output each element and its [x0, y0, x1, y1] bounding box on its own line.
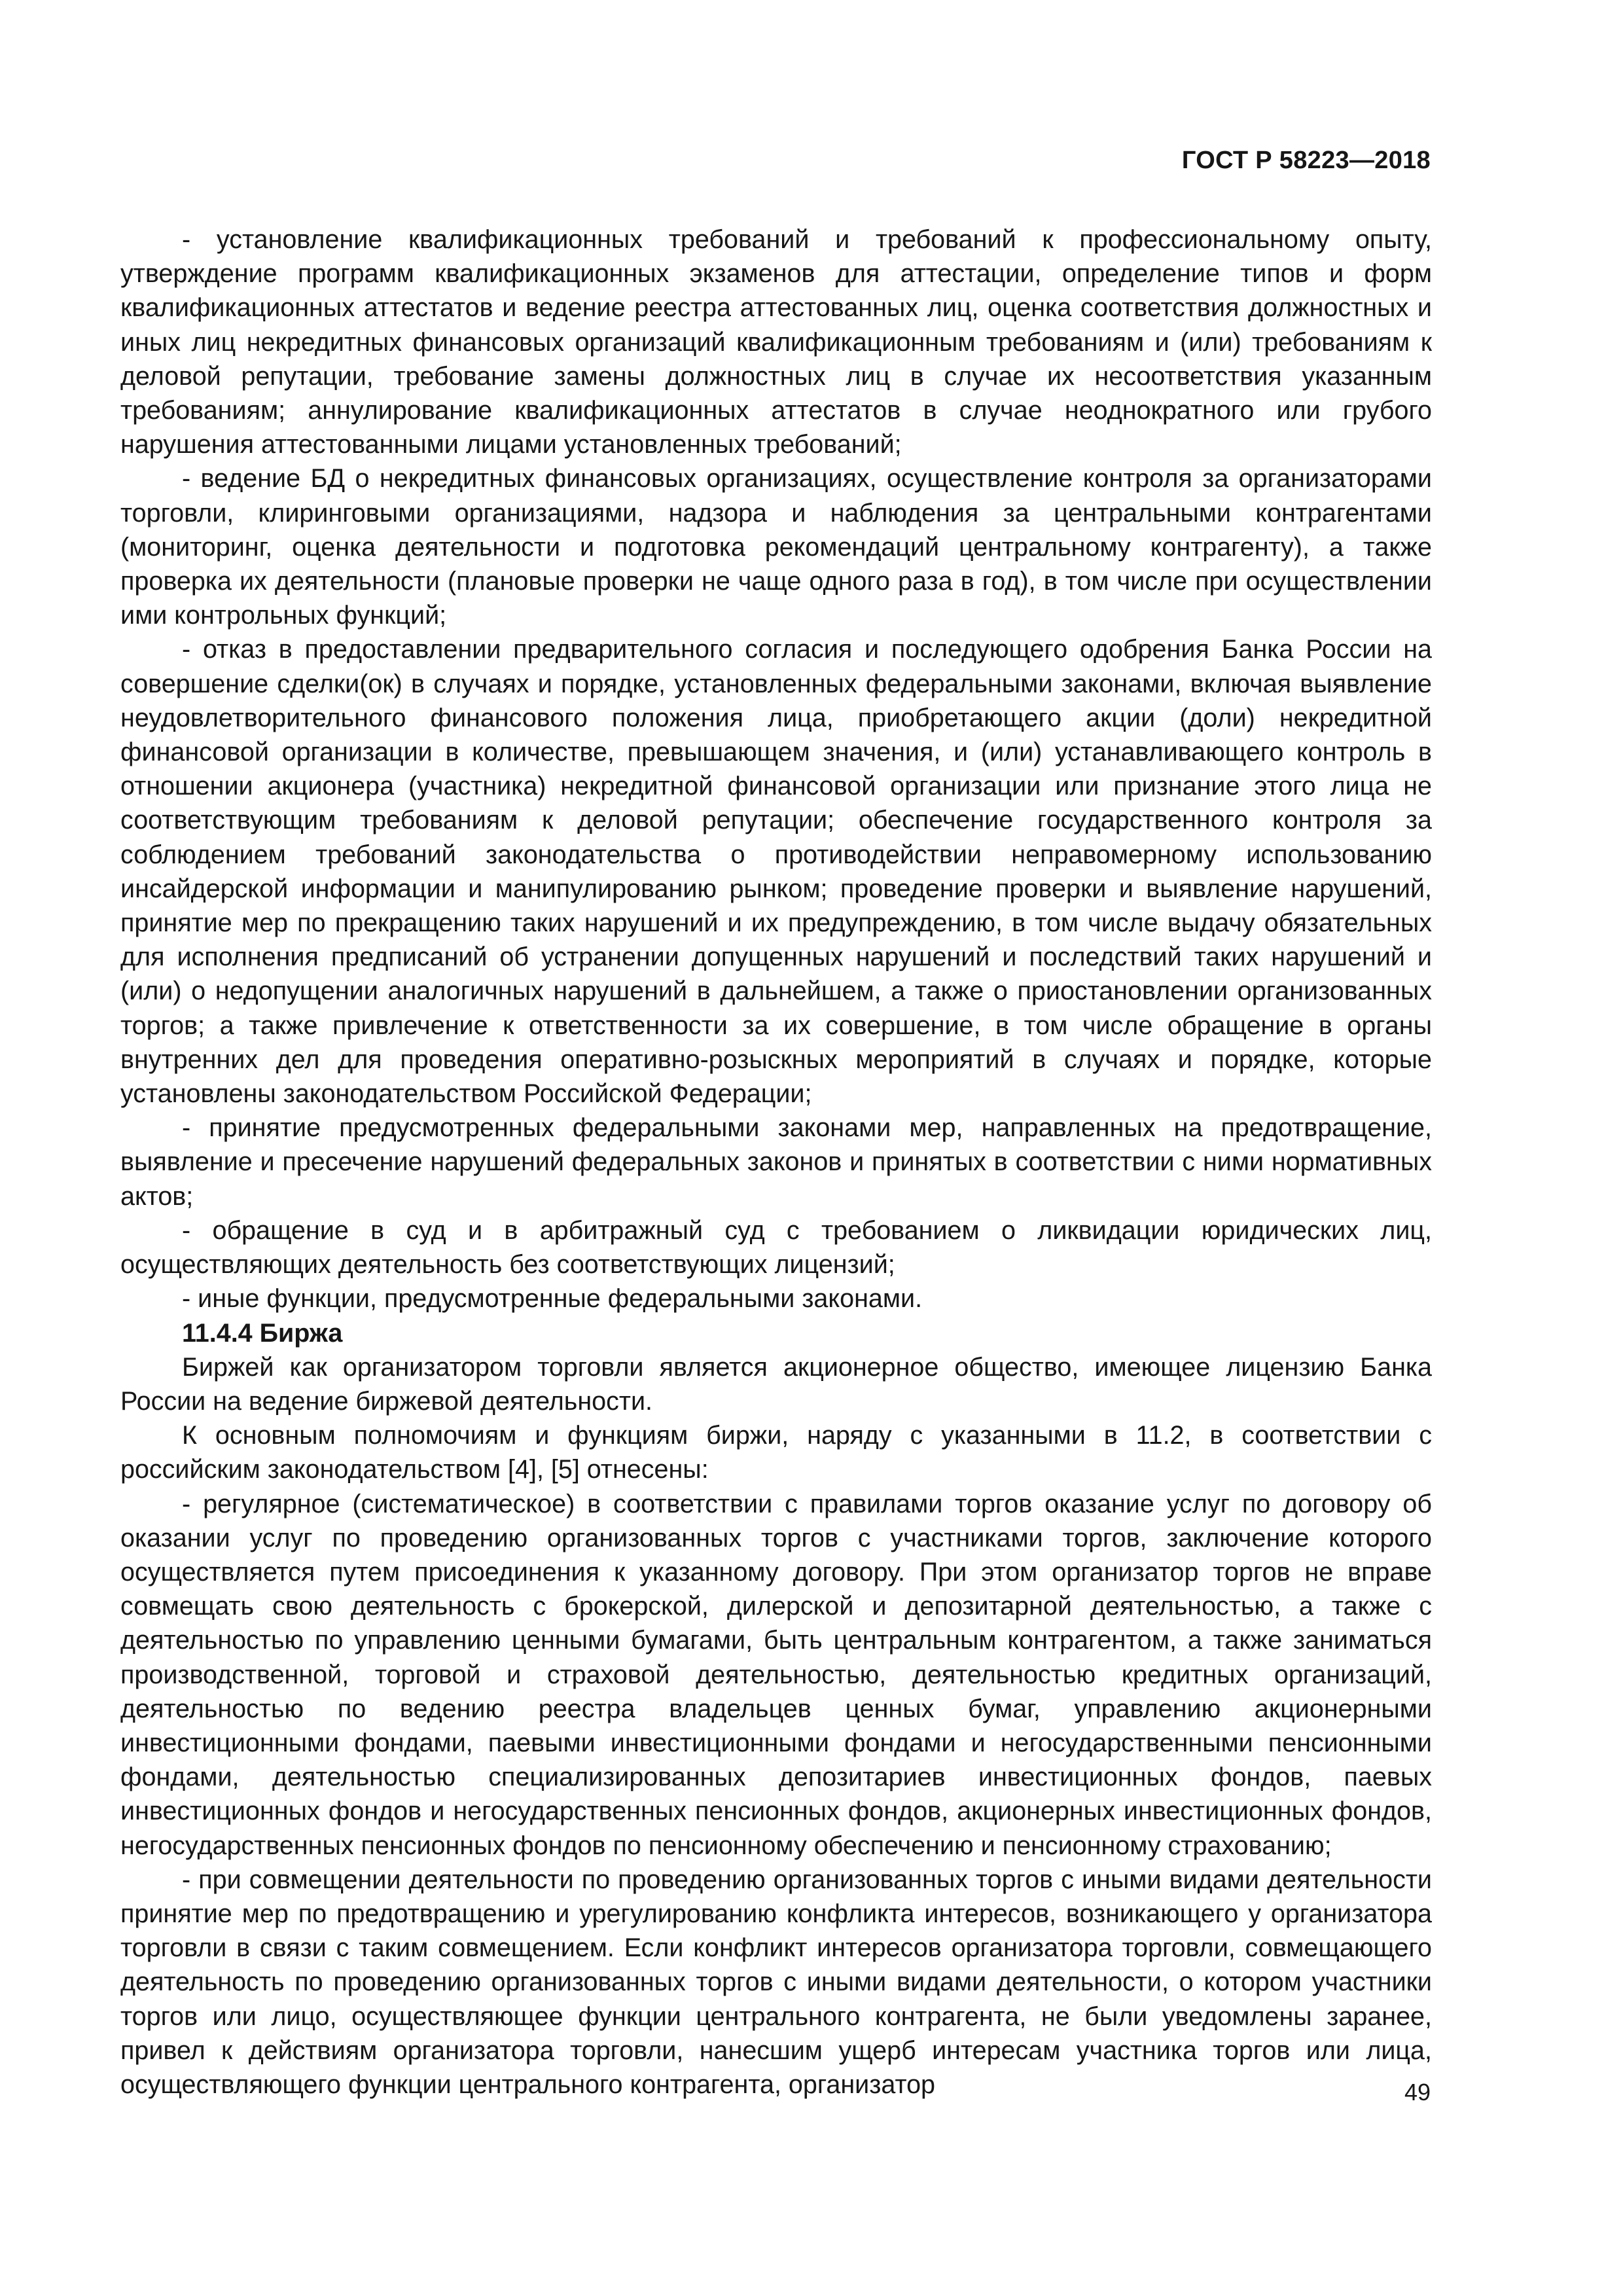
paragraph-regular-services: - регулярное (систематическое) в соответствии с правилами торгов оказание услуг по договору об оказании услуг по проведению организованных торгов с участниками торгов, заключение которого осуществляется путем присоединения к указанному договору. При этом организатор торгов не вправе совмещать свою деятельность с брокерской, дилерской и депозитарной деятельностью, а также с деятельностью по управлению ценными бумагами, быть центральным контрагентом, а также заниматься производственной, торговой и страховой деятельностью, деятельностью кредитных организаций, деятельностью по ведению реестра владельцев ценных бумаг, управлению акционерными инвестиционными фондами, паевыми инвестиционными фондами и негосударственными пенсионными фондами, деятельностью специализированных депозитариев инвестиционных фондов, паевых инвестиционных фондов и негосударственных пенсионных фондов, акционерных инвестиционных фондов, негосударственных пенсионных фондов по пенсионному обеспечению и пенсионному страхованию;	[120, 1489, 1432, 1860]
paragraph-consent-refusal: - отказ в предоставлении предварительного согласия и последующего одобрения Банка России на совершение сделки(ок) в случаях и порядке, установленных федеральными законами, включая выявление неудовлетворительного финансового положения лица, приобретающего акции (доли) некредитной финансовой организации в количестве, превышающем значения, и (или) устанавливающего контроль в отношении акционера (участника) некредитной финансовой организации или признание этого лица не соответствующим требованиям к деловой репутации; обеспечение государственного контроля за соблюдением требований законодательства о противодействии неправомерному использованию инсайдерской информации и манипулированию рынком; проведение проверки и выявление нарушений, принятие мер по прекращению таких нарушений и их предупреждению, в том числе выдачу обязательных для исполнения предписаний об устранении допущенных нарушений и последствий таких нарушений и (или) о недопущении аналогичных нарушений в дальнейшем, а также о приостановлении организованных торгов; а также привлечение к ответственности за их совершение, в том числе обращение в органы внутренних дел для проведения оперативно-розыскных мероприятий в случаях и порядке, которые установлены законодательством Российской Федерации;	[120, 635, 1432, 1109]
paragraph-exchange-powers-intro: К основным полномочиям и функциям биржи, наряду с указанными в 11.2, в соответствии с российским законодательством [4], [5] отнесены:	[120, 1421, 1432, 1484]
paragraph-exchange-definition: Биржей как организатором торговли является акционерное общество, имеющее лицензию Банка России на ведение биржевой деятельности.	[120, 1352, 1432, 1416]
section-heading-exchange: 11.4.4 Биржа	[182, 1318, 343, 1348]
paragraph-court-appeal: - обращение в суд и в арбитражный суд с требованием о ликвидации юридических лиц, осуществляющих деятельность без соответствующих лицензий;	[120, 1215, 1432, 1280]
paragraph-conflict-of-interest: - при совмещении деятельности по проведению организованных торгов с иными видами деятельности принятие мер по предотвращению и урегулированию конфликта интересов, возникающего у организатора торговли в связи с таким совмещением. Если конфликт интересов организатора торговли, совмещающего деятельность по проведению организованных торгов с иными видами деятельности, о котором участники торгов или лицо, осуществляющее функции центрального контрагента, не были уведомлены заранее, привел к действиям организатора торговли, нанесшим ущерб интересам участника торгов или лица, осуществляющего функции центрального контрагента, организатор	[120, 1865, 1432, 2099]
page-number: 49	[1404, 2079, 1431, 2106]
paragraph-database-control: - ведение БД о некредитных финансовых организациях, осуществление контроля за организаторами торговли, клиринговыми организациями, надзора и наблюдения за центральными контрагентами (мониторинг, оценка деятельности и подготовка рекомендаций центральному контрагенту), а также проверка их деятельности (плановые проверки не чаще одного раза в год), в том числе при осуществлении ими контрольных функций;	[120, 464, 1432, 630]
paragraph-other-functions: - иные функции, предусмотренные федеральными законами.	[182, 1284, 923, 1314]
paragraph-federal-measures: - принятие предусмотренных федеральными законами мер, направленных на предотвращение, выявление и пресечение нарушений федеральных законов и принятых в соответствии с ними нормативных актов;	[120, 1113, 1432, 1211]
document-body	[120, 223, 1432, 2102]
standard-header: ГОСТ Р 58223—2018	[1181, 147, 1431, 174]
paragraph-qualification-requirements: - установление квалификационных требований и требований к профессиональному опыту, утверждение программ квалификационных экзаменов для аттестации, определение типов и форм квалификационных аттестатов и ведение реестра аттестованных лиц, оценка соответствия должностных и иных лиц некредитных финансовых организаций квалификационным требованиям и (или) требованиям к деловой репутации, требование замены должностных лиц в случае их несоответствия указанным требованиям; аннулирование квалификационных аттестатов в случае неоднократного или грубого нарушения аттестованными лицами установленных требований;	[120, 225, 1432, 459]
